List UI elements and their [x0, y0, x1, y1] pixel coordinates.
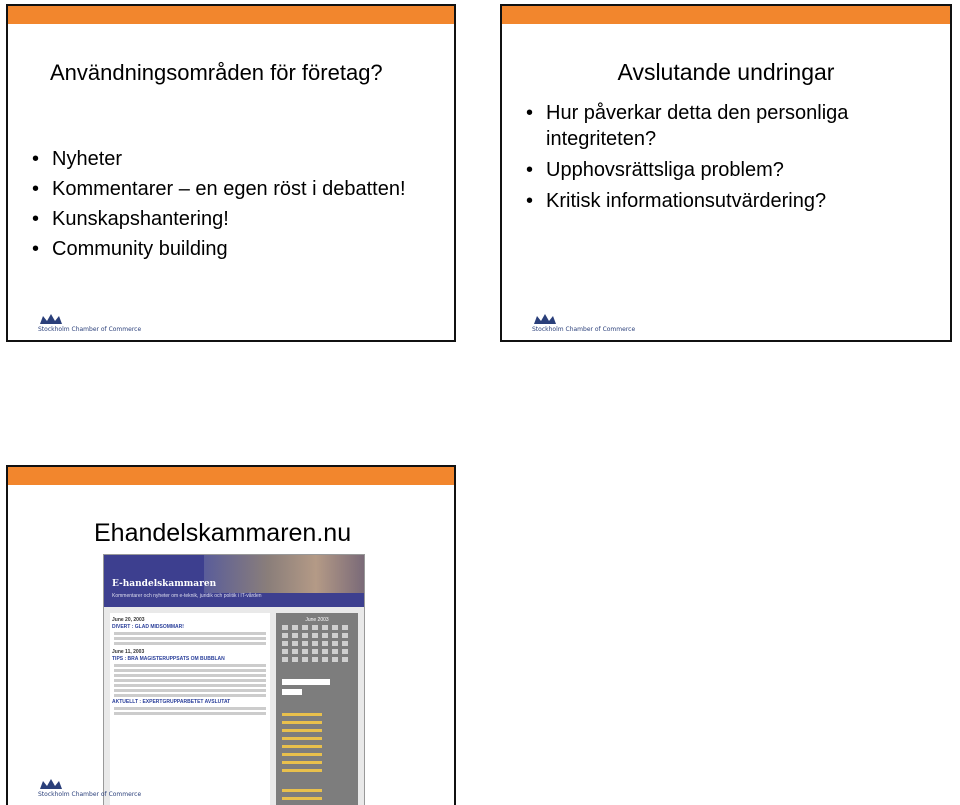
site-tagline: Kommentarer och nyheter om e-teknik, juridik och politik i IT-vården — [112, 593, 262, 599]
bullet-item: • Upphovsrättsliga problem? — [526, 157, 946, 183]
slide-title: Användningsområden för företag? — [50, 60, 383, 85]
crown-logo-icon — [532, 312, 560, 326]
slide-title: Avslutande undringar — [617, 59, 835, 85]
site-main-column — [110, 613, 270, 805]
text-line — [114, 689, 266, 692]
post-heading: DIVERT : GLAD MIDSOMMAR! — [112, 624, 184, 630]
archive-link — [282, 797, 322, 800]
post-heading: AKTUELLT : EXPERTGRUPPARBETET AVSLUTAT — [112, 699, 231, 705]
chamber-logo — [38, 312, 142, 334]
text-line — [114, 694, 266, 697]
header-photo — [204, 555, 364, 593]
chamber-logo — [38, 777, 142, 799]
archive-link — [282, 745, 322, 748]
search-box — [282, 679, 330, 685]
slide-topbar — [8, 6, 454, 24]
text-line — [114, 637, 266, 640]
slide-topbar — [502, 6, 950, 24]
text-line — [114, 674, 266, 677]
archive-link — [282, 761, 322, 764]
site-sidebar — [276, 613, 358, 805]
post-heading: TIPS : BRA MAGISTERUPPSATS OM BUBBLAN — [112, 656, 225, 662]
slide-2 — [500, 4, 952, 342]
calendar-month: June 2003 — [305, 617, 329, 623]
site-name: E-handelskammaren — [112, 579, 217, 589]
bullet-item: • Nyheter — [32, 146, 412, 172]
bullet-list — [526, 100, 946, 219]
bullet-item: • Community building — [32, 236, 412, 262]
search-button — [282, 689, 302, 695]
slide-topbar — [8, 467, 454, 485]
bullet-item: • Kritisk informationsutvärdering? — [526, 188, 946, 214]
text-line — [114, 642, 266, 645]
slide-3 — [6, 465, 456, 805]
archive-link — [282, 729, 322, 732]
archive-link — [282, 721, 322, 724]
text-line — [114, 632, 266, 635]
chamber-logo — [532, 312, 636, 334]
slide-title: Ehandelskammaren.nu — [94, 519, 352, 547]
bullet-item: • Kunskapshantering! — [32, 206, 412, 232]
crown-logo-icon — [38, 312, 66, 326]
logo-text: Stockholm Chamber of Commerce — [38, 326, 142, 333]
archive-link — [282, 753, 322, 756]
logo-text: Stockholm Chamber of Commerce — [38, 791, 142, 798]
logo-text: Stockholm Chamber of Commerce — [532, 326, 636, 333]
text-line — [114, 707, 266, 710]
post-date: June 11, 2003 — [112, 649, 145, 655]
text-line — [114, 679, 266, 682]
bullet-item: • Kommentarer – en egen röst i debatten! — [32, 176, 412, 202]
calendar — [282, 617, 352, 669]
bullet-list — [32, 146, 412, 266]
text-line — [114, 712, 266, 715]
post-date: June 20, 2003 — [112, 617, 145, 623]
text-line — [114, 664, 266, 667]
text-line — [114, 684, 266, 687]
archive-link — [282, 789, 322, 792]
slide-1 — [6, 4, 456, 342]
site-header — [104, 555, 364, 607]
crown-logo-icon — [38, 777, 66, 791]
text-line — [114, 669, 266, 672]
website-screenshot — [103, 554, 365, 805]
archive-link — [282, 769, 322, 772]
bullet-item: • Hur påverkar detta den personliga integriteten? — [526, 100, 946, 152]
archive-link — [282, 713, 322, 716]
archive-link — [282, 737, 322, 740]
